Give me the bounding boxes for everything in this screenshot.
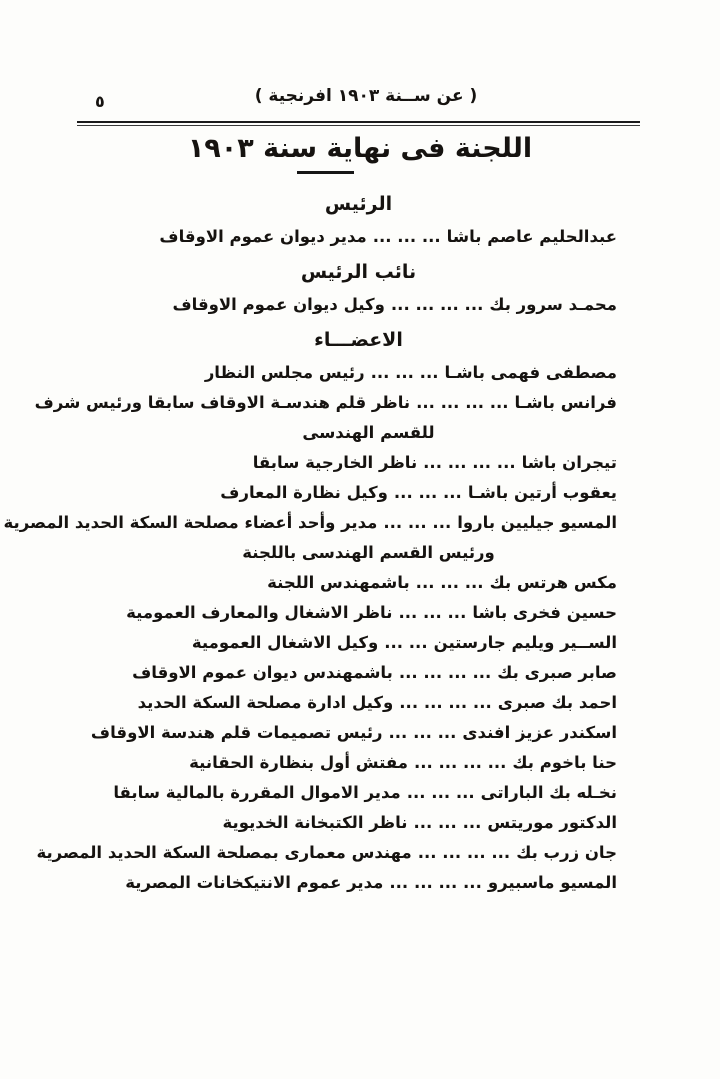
committee-section [100, 192, 617, 248]
dotted-leader: ... ... ... ... [399, 693, 492, 712]
member-role: مدير الاموال المقررة بالمالية سابقا [113, 783, 401, 802]
member-name: محمـد سرور بك [489, 295, 617, 314]
member-row [100, 452, 617, 474]
member-row [100, 782, 617, 804]
dotted-leader: ... ... ... [372, 227, 441, 246]
member-name: الســير ويليم جارستين [433, 633, 617, 652]
member-row [100, 692, 617, 714]
dotted-leader: ... ... ... [406, 783, 475, 802]
dotted-leader: ... ... ... [415, 573, 484, 592]
member-row [100, 662, 617, 684]
dotted-leader: ... ... ... [388, 723, 457, 742]
member-name: اسكندر عزيز افندى [462, 723, 617, 742]
member-role: مهندس معمارى بمصلحة السكة الحديد المصرية [36, 843, 412, 862]
member-row [100, 812, 617, 834]
member-name: المسيو ماسبيرو [487, 873, 617, 892]
section-heading: الاعضـــاء [314, 329, 403, 351]
member-role: وكيل ديوان عموم الاوقاف [172, 295, 385, 314]
title-block [0, 133, 720, 174]
member-role: وكيل ادارة مصلحة السكة الحديد [137, 693, 394, 712]
member-role: ناظر الكتبخانة الخديوية [222, 813, 408, 832]
member-row [34, 392, 617, 414]
member-role: مدير ديوان عموم الاوقاف [159, 227, 367, 246]
member-row [100, 632, 617, 654]
member-row [36, 842, 617, 864]
dotted-leader: ... ... ... [398, 603, 467, 622]
header-note: ( عن ســنة ١٩٠٣ افرنجية ) [254, 86, 478, 106]
member-name: المسيو جيليين باروا [457, 513, 617, 532]
member-row [100, 482, 617, 504]
member-name: تيجران باشا [521, 453, 617, 472]
dotted-leader: ... ... ... [383, 513, 452, 532]
title-underline [297, 171, 354, 174]
member-row [100, 226, 617, 248]
member-name: فرانس باشـا [514, 393, 617, 412]
dotted-leader: ... ... [384, 633, 428, 652]
member-role: باشمهندس ديوان عموم الاوقاف [132, 663, 393, 682]
dotted-leader: ... ... ... ... [390, 295, 484, 314]
member-name: صابر صبرى بك [497, 663, 617, 682]
member-name: عبدالحليم عاصم باشا [446, 227, 617, 246]
member-role: باشمهندس اللجنة [267, 573, 410, 592]
member-row [100, 572, 617, 594]
member-role: وكيل نظارة المعارف [220, 483, 388, 502]
dotted-leader: ... ... ... ... [423, 453, 516, 472]
member-row [90, 722, 617, 744]
member-role: رئيس مجلس النظار [204, 363, 365, 382]
member-name: الدكتور موريتس [487, 813, 617, 832]
section-heading: نائب الرئيس [300, 261, 417, 283]
dotted-leader: ... ... ... ... [417, 843, 511, 862]
member-name: جان زرب بك [516, 843, 617, 862]
section-heading: الرئيس [324, 193, 393, 215]
member-row [100, 752, 617, 774]
member-role-continuation: ورئيس القسم الهندسى باللجنة [242, 543, 495, 562]
member-row [3, 512, 617, 534]
member-role: ناظر الخارجية سابقا [252, 453, 418, 472]
dotted-leader: ... ... ... [370, 363, 439, 382]
member-role: مفتش أول بنظارة الحقانية [189, 753, 408, 772]
member-row [100, 362, 617, 384]
committee-list [3, 190, 617, 902]
dotted-leader: ... ... ... [413, 813, 482, 832]
page-title: اللجنة فى نهاية سنة ١٩٠٣ [187, 133, 533, 164]
page-number: ٥ [95, 92, 105, 111]
member-role: رئيس تصميمات قلم هندسة الاوقاف [90, 723, 383, 742]
committee-section [3, 328, 617, 894]
member-role-continuation: للقسم الهندسى [302, 423, 435, 442]
member-role: ناظر الاشغال والمعارف العمومية [126, 603, 393, 622]
page-header [0, 86, 720, 118]
member-role: مدير وأحد أعضاء مصلحة السكة الحديد المصرية [3, 513, 378, 532]
member-name: حسين فخرى باشا [472, 603, 617, 622]
committee-section [100, 260, 617, 316]
member-row [100, 602, 617, 624]
dotted-leader: ... ... ... ... [416, 393, 509, 412]
member-name: مصطفى فهمى باشـا [444, 363, 617, 382]
dotted-leader: ... ... ... ... [389, 873, 482, 892]
member-name: نخـله بك الباراتى [480, 783, 617, 802]
member-name: يعقوب أرتين باشـا [467, 483, 617, 502]
member-name: مكس هرتس بك [489, 573, 617, 592]
member-role: مدير عموم الانتيكخانات المصرية [125, 873, 384, 892]
dotted-leader: ... ... ... ... [413, 753, 507, 772]
member-name: حنا باخوم بك [512, 753, 617, 772]
member-row [100, 294, 617, 316]
dotted-leader: ... ... ... [393, 483, 462, 502]
member-row [100, 872, 617, 894]
member-role: وكيل الاشغال العمومية [191, 633, 379, 652]
dotted-leader: ... ... ... ... [398, 663, 492, 682]
member-name: احمد بك صبرى [497, 693, 617, 712]
header-divider-rule [77, 121, 640, 126]
member-role: ناظر قلم هندسـة الاوقاف سابقا ورئيس شرف [34, 393, 411, 412]
